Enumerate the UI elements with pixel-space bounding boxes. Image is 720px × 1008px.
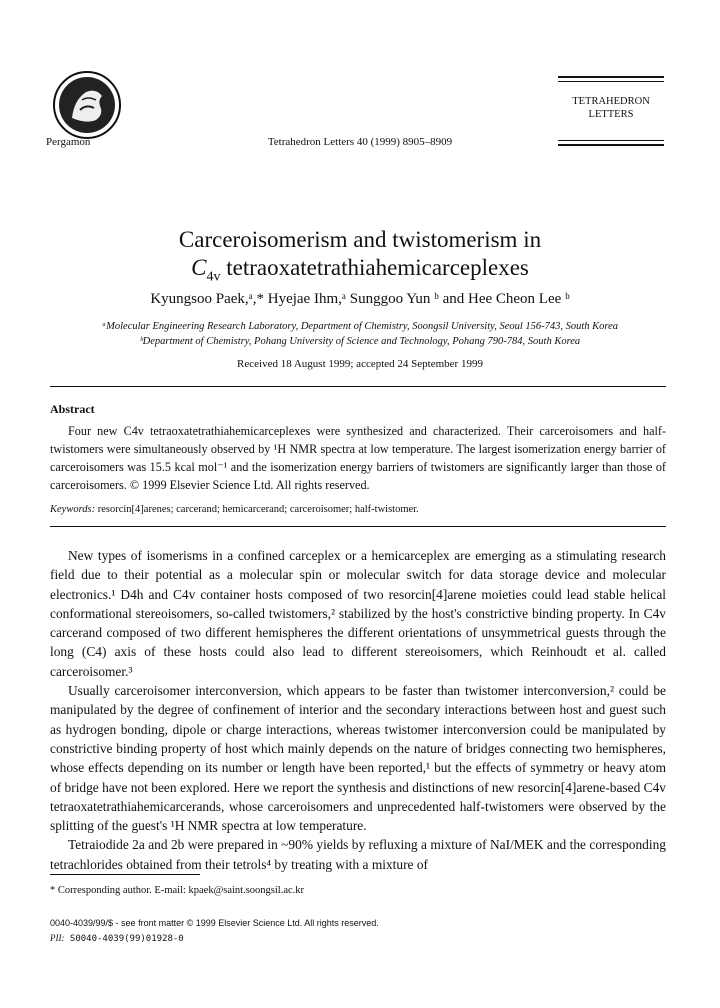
affiliation-a: ᵃMolecular Engineering Research Laboratory, Department of Chemistry, Soongsil University, Seoul 156-743, South Korea: [101, 321, 619, 332]
keywords-label: Keywords:: [50, 504, 96, 515]
journal-rule-top: [558, 76, 664, 78]
abstract-rule-bottom: [50, 526, 666, 527]
keywords-list: resorcin[4]arenes; carcerand; hemicarcerand; carceroisomer; half-twistomer.: [97, 504, 419, 515]
abstract-rule-top: [50, 386, 666, 387]
title-line2-text: tetraoxatetrathiahemicarceplexes: [226, 255, 529, 280]
article-title: [0, 226, 720, 292]
footnote-rule: [50, 874, 200, 875]
pii-line: [50, 933, 184, 944]
body-paragraph-3: Tetraiodide 2a and 2b were prepared in ~90% yields by refluxing a mixture of NaI/MEK and the corresponding tetrachlorides obtained from their tetrols⁴ by treating with a mixture of: [50, 837, 666, 872]
journal-rule-bottom-thin: [558, 140, 664, 141]
pii-label: PII:: [50, 933, 65, 943]
corresponding-author-footnote: * Corresponding author. E-mail: kpaek@saint.soongsil.ac.kr: [50, 885, 305, 896]
authors: Kyungsoo Paek,ᵃ,* Hyejae Ihm,ᵃ Sunggoo Yun ᵇ and Hee Cheon Lee ᵇ: [150, 291, 570, 307]
journal-rule-top-thin: [558, 81, 664, 82]
affiliation-b: ᵇDepartment of Chemistry, Pohang University of Science and Technology, Pohang 790-784, South Korea: [139, 336, 581, 347]
title-line2: $C_{4v}$ tetraoxatetrathiahemicarceplexes: [191, 255, 529, 285]
body-paragraph-1: New types of isomerisms in a confined carceplex or a hemicarceplex are emerging as a stimulating research field due to their potential as a molecular spin or molecular switch for data storage device and molecular electronics.¹ D4h and C4v container hosts composed of two resorcin[4]arene moieties could lead stable helical conformational stereoisomers, so-called twistomers,² stabilized by the host's constrictive binding property. In C4v carcerand composed of two different hemispheres the different orientations of unsymmetrical guests through the long (C4) axis of these hosts could also lead to different stereoisomers, which Reinhoudt et al. called carceroisomer.³: [50, 548, 666, 679]
journal-name: [558, 95, 664, 121]
journal-name-line1: TETRAHEDRON: [572, 96, 650, 107]
publisher-name: Pergamon: [46, 136, 91, 148]
abstract-heading: Abstract: [50, 402, 95, 416]
body-text: [50, 546, 666, 874]
journal-rule-bottom: [558, 144, 664, 146]
keywords: [50, 504, 419, 515]
pii-value: S0040-4039(99)01928-0: [69, 934, 184, 944]
title-line1: Carceroisomerism and twistomerism in: [178, 227, 542, 252]
received-dates: Received 18 August 1999; accepted 24 September 1999: [237, 358, 483, 370]
journal-citation: Tetrahedron Letters 40 (1999) 8905–8909: [267, 136, 453, 148]
publisher-logo: [52, 70, 122, 140]
abstract-text: Four new C4v tetraoxatetrathiahemicarceplexes were synthesized and characterized. Their carceroisomers and half-twistomers were simultaneously observed by ¹H NMR spectra at low temperature. The largest isomerization energy barrier of carceroisomers was 15.5 kcal mol⁻¹ and the isomerization energy barriers of twistomers are significantly larger than those of carceroisomers. © 1999 Elsevier Science Ltd. All rights reserved.: [50, 424, 666, 492]
copyright-line: 0040-4039/99/$ - see front matter © 1999 Elsevier Science Ltd. All rights reserved.: [50, 918, 379, 928]
journal-name-line2: LETTERS: [588, 109, 634, 120]
body-paragraph-2: Usually carceroisomer interconversion, which appears to be faster than twistomer interconversion,² could be manipulated by the degree of confinement of interior and the secondary interactions between host and guest such as hydrogen bonding, dipole or charge interactions, whereas twistomer interconversion could be manipulated by constrictive binding property of host which mainly depends on the nature of bridges connecting two hemispheres, whose effects depending on its number or length have been reported,¹ but the effects of symmetry or heavy atom of bridge have not been explored. Here we report the synthesis and distinctions of new resorcin[4]arene-based C4v tetraoxatetrathiahemicarcerands, whose carceroisomers and unprecedented half-twistomers were observed by the splitting of the guest's ¹H NMR spectra at low temperature.: [50, 683, 666, 834]
